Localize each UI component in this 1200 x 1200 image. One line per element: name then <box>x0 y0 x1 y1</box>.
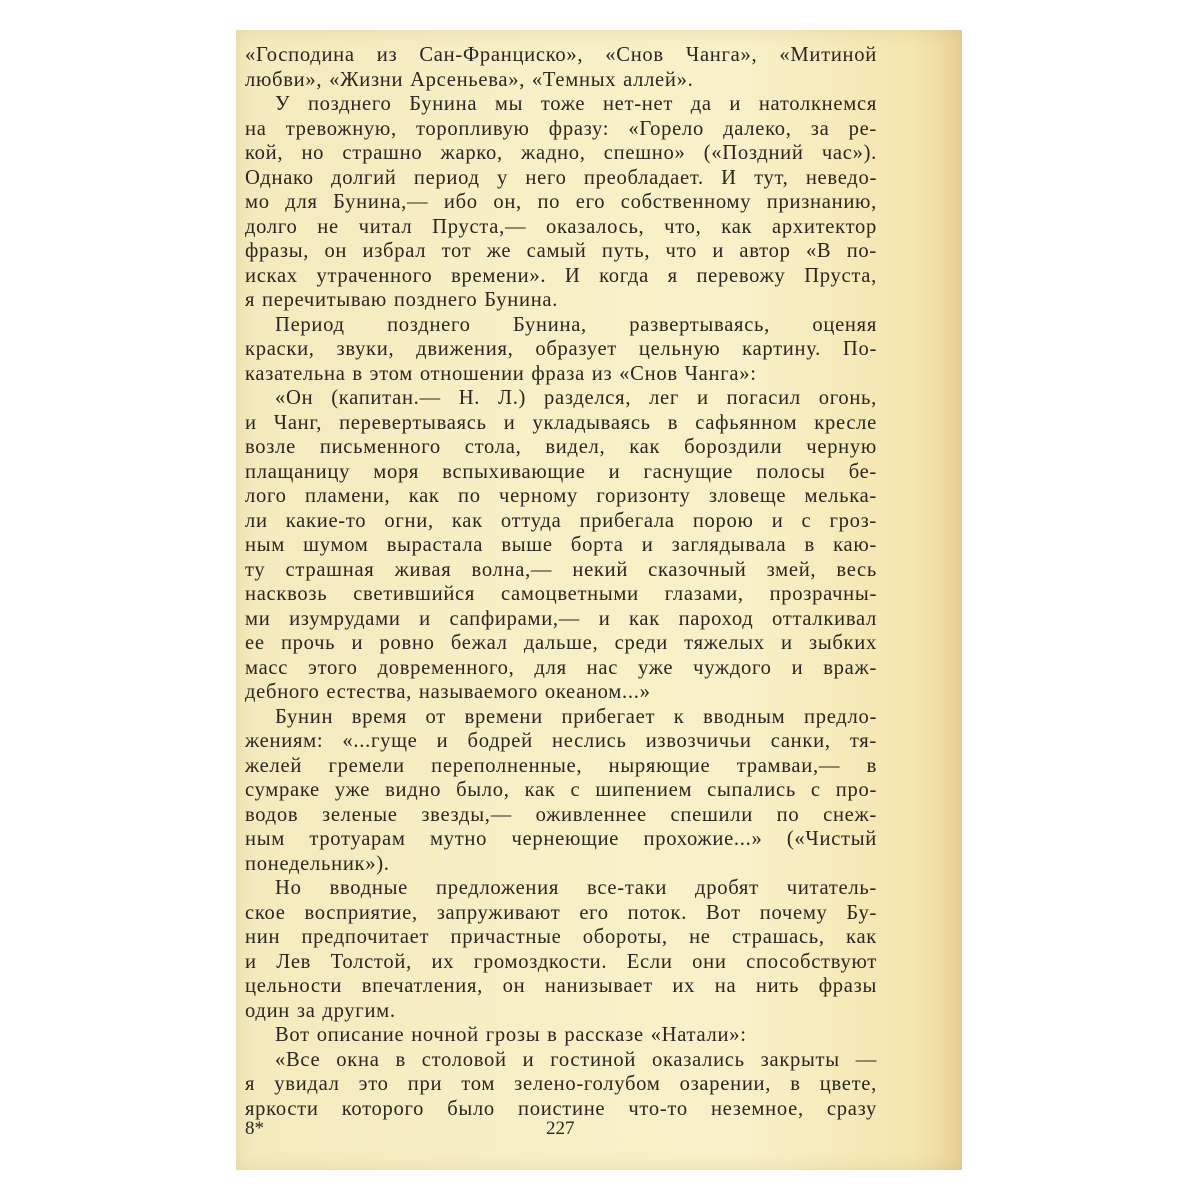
text-line-row <box>245 852 877 877</box>
text-line: «Все окна в столовой и гостиной оказались закрыты — <box>275 1048 877 1071</box>
text-line: ское восприятие, запруживают его поток. Вот почему Бу- <box>245 901 877 924</box>
text-line-row <box>245 999 877 1024</box>
text-line: и Лев Толстой, их громоздкости. Если они способствуют <box>245 950 877 973</box>
text-line-row <box>245 1048 877 1073</box>
text-line: ли какие-то огни, как оттуда прибегала порою и с гроз- <box>245 509 877 532</box>
text-line: я перечитываю позднего Бунина. <box>245 289 559 311</box>
text-line-row <box>245 1072 877 1097</box>
text-line: Но вводные предложения все-таки дробят читатель- <box>275 877 877 899</box>
text-line-row <box>245 656 877 681</box>
text-line-row <box>245 215 877 240</box>
text-line: яркости которого было поистине что-то неземное, сразу <box>245 1097 877 1120</box>
text-line: плащаницу моря вспыхивающие и гаснущие полосы бе- <box>245 460 877 483</box>
text-line: сумраке уже видно было, как с шипением сыпались с про- <box>245 779 877 801</box>
text-line: долго не читал Пруста,— оказалось, что, как архитектор <box>245 215 877 238</box>
text-line-row <box>245 166 877 191</box>
text-line-row <box>245 435 877 460</box>
text-line-row <box>245 533 877 558</box>
text-line-row <box>245 607 877 632</box>
text-line-row <box>245 754 877 779</box>
text-line-row <box>245 950 877 975</box>
text-line: мо для Бунина,— ибо он, по его собственному признанию, <box>245 191 877 213</box>
text-line: один за другим. <box>245 999 396 1022</box>
book-page <box>236 30 962 1170</box>
text-line-row <box>245 92 877 117</box>
text-line-row <box>245 974 877 999</box>
text-line: и Чанг, перевертываясь и укладываясь в сафьянном кресле <box>245 411 877 434</box>
text-line-row <box>245 827 877 852</box>
text-line: кой, но страшно жарко, жадно, спешно» («Поздний час»). <box>245 142 877 164</box>
text-line-row <box>245 484 877 509</box>
page-number: 227 <box>546 1118 575 1139</box>
text-line-row <box>245 313 877 338</box>
text-line: У позднего Бунина мы тоже нет-нет да и натолкнемся <box>275 93 877 115</box>
text-line-row <box>245 729 877 754</box>
sheet-signature-mark: 8* <box>245 1118 264 1139</box>
text-line: исках утраченного времени». И когда я перевожу Пруста, <box>245 264 877 287</box>
text-line-row <box>245 582 877 607</box>
text-line-row <box>245 190 877 215</box>
text-line-row <box>245 1023 877 1048</box>
text-line: Бунин время от времени прибегает к вводным предло- <box>275 705 877 728</box>
text-line: «Он (капитан.— Н. Л.) разделся, лег и погасил огонь, <box>275 387 877 409</box>
text-line-row <box>245 288 877 313</box>
text-line: масс этого довременного, для нас уже чуждого и враж- <box>245 656 877 679</box>
text-line: лого пламени, как по черному горизонту зловеще мелька- <box>245 485 877 507</box>
text-line: Период позднего Бунина, развертываясь, оценяя <box>275 313 877 336</box>
text-line: «Господина из Сан-Франциско», «Снов Чанга», «Митиной <box>245 44 877 66</box>
text-line-row <box>245 460 877 485</box>
text-line: насквозь светившийся самоцветными глазами, прозрачны- <box>245 583 877 605</box>
text-line-row <box>245 509 877 534</box>
text-line-row <box>245 337 877 362</box>
text-line: дебного естества, называемого океаном...» <box>245 681 651 703</box>
text-line-row <box>245 362 877 387</box>
text-line: ми изумрудами и сапфирами,— и как пароход отталкивал <box>245 607 877 630</box>
text-line: Однако долгий период у него преобладает. И тут, неведо- <box>245 166 877 189</box>
text-line-row <box>245 141 877 166</box>
text-line: цельности впечатления, он нанизывает их на нить фразы <box>245 975 877 997</box>
text-line-row <box>245 803 877 828</box>
text-line: ным тротуарам мутно чернеющие прохожие...» («Чистый <box>245 828 877 850</box>
text-line-row <box>245 68 877 93</box>
text-line-row <box>245 631 877 656</box>
text-line: казательна в этом отношении фраза из «Снов Чанга»: <box>245 362 757 385</box>
text-line-row <box>245 239 877 264</box>
text-line-row <box>245 558 877 583</box>
text-line: Вот описание ночной грозы в рассказе «Натали»: <box>275 1024 747 1046</box>
text-line: краски, звуки, движения, образует цельную картину. По- <box>245 338 877 360</box>
text-line: на тревожную, торопливую фразу: «Горело далеко, за ре- <box>245 117 877 140</box>
text-line-row <box>245 901 877 926</box>
text-line: желей гремели переполненные, ныряющие трамваи,— в <box>245 754 877 777</box>
text-line: я увидал это при том зелено-голубом озарении, в цвете, <box>245 1073 877 1095</box>
text-line: ту страшная живая волна,— некий сказочный змей, весь <box>245 558 877 581</box>
text-line-row <box>245 43 877 68</box>
text-line-row <box>245 264 877 289</box>
text-line: возле письменного стола, видел, как бороздили черную <box>245 436 877 458</box>
text-line-row <box>245 680 877 705</box>
text-line-row <box>245 925 877 950</box>
text-line: фразы, он избрал тот же самый путь, что и автор «В по- <box>245 240 877 262</box>
text-line-row <box>245 876 877 901</box>
text-line-row <box>245 705 877 730</box>
text-line-row <box>245 386 877 411</box>
text-line: ее прочь и ровно бежал дальше, среди тяжелых и зыбких <box>245 632 877 654</box>
text-line-row <box>245 778 877 803</box>
text-line: любви», «Жизни Арсеньева», «Темных аллей». <box>245 68 694 91</box>
text-line-row <box>245 117 877 142</box>
text-line: понедельник»). <box>245 852 390 875</box>
page-body-text <box>245 43 877 1121</box>
text-line: ным шумом вырастала выше борта и заглядывала в каю- <box>245 534 877 556</box>
text-line-row <box>245 411 877 436</box>
text-line: водов зеленые звезды,— оживленнее спешили по снеж- <box>245 803 877 826</box>
text-line: жениям: «...гуще и бодрей неслись извозчичьи санки, тя- <box>245 730 877 752</box>
text-line: нин предпочитает причастные обороты, не страшась, как <box>245 926 877 948</box>
